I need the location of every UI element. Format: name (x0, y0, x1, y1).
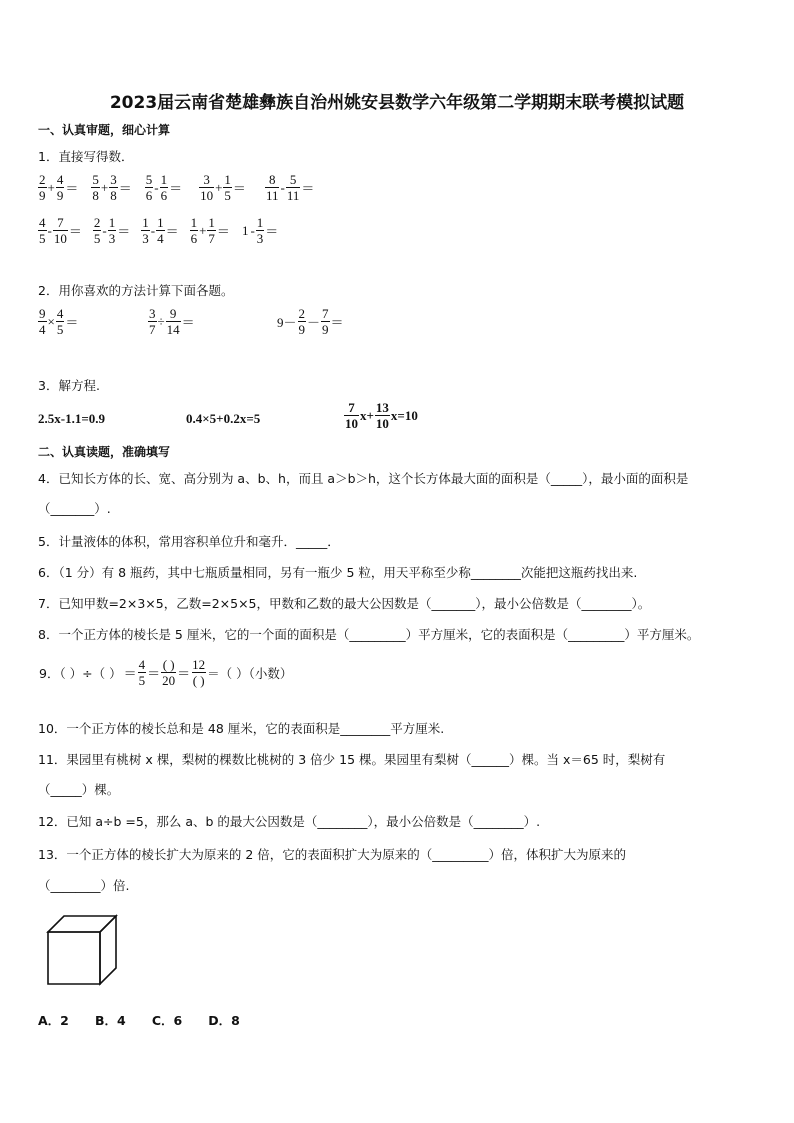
term: x+ (360, 407, 374, 423)
q12-text: 12．已知 a÷b =5，那么 a、b 的最大公因数是（________），最小公倍数是（________）. (38, 814, 541, 829)
fraction: 7 9 (322, 306, 329, 337)
q3-equation-3 (344, 400, 419, 431)
q1-label: 1．直接写得数． (38, 149, 134, 164)
equals-sign: ＝ (181, 315, 195, 330)
operator: - (150, 222, 156, 238)
equals-sign: ＝ (177, 666, 191, 681)
equals-sign: ＝ (65, 181, 79, 196)
equals-sign: ＝ (169, 181, 183, 196)
fraction: 1 6 (160, 172, 168, 203)
expression (145, 172, 183, 203)
q2-label: 2．用你喜欢的方法计算下面各题。 (38, 283, 234, 298)
term: x=10 (390, 407, 418, 423)
fraction: 2 5 (93, 215, 101, 246)
fraction: $\frac{3}{7}$ (149, 306, 156, 337)
equals-sign: ＝ (123, 666, 137, 681)
fraction: 7 10 (53, 215, 67, 246)
fraction: 1 3 (142, 215, 149, 246)
fraction: ( ) 20 (162, 657, 176, 688)
fraction: $\frac{1}{5}$ (224, 172, 231, 203)
lead-term: 9－ (277, 315, 297, 330)
section-2-heading: 二、认真读题，准确填写 (38, 445, 171, 459)
equals-sign: ＝ (65, 315, 79, 330)
fraction: 1 4 (157, 215, 164, 246)
expression (38, 215, 83, 246)
operator: + (100, 179, 109, 195)
q13-line1: 13．一个正方体的棱长扩大为原来的 2 倍，它的表面积扩大为原来的（_________）倍，体积扩大为原来的 (38, 847, 627, 862)
fraction: $\frac{1}{7}$ (208, 215, 215, 246)
operator: - (280, 179, 285, 195)
expression (199, 172, 247, 203)
operator: － (307, 315, 321, 330)
fraction: 8 11 (265, 172, 279, 203)
operator: - (102, 222, 107, 238)
operator: + (199, 222, 207, 238)
whole-number: 1 (241, 222, 249, 238)
equals-sign: ＝ (117, 224, 131, 239)
equals-sign: ＝ (118, 181, 132, 196)
q9-lead: 9．（ ）÷（ ） (39, 665, 122, 681)
q5-text: 5．计量液体的体积，常用容积单位升和毫升．_____． (38, 534, 340, 549)
fraction: 4 5 (39, 215, 46, 246)
q11-line1: 11．果园里有桃树 x 棵，梨树的棵数比桃树的 3 倍少 15 棵。果园里有梨树（______）棵。当 x＝65 时，梨树有 (38, 752, 666, 767)
q3-label: 3．解方程. (38, 378, 100, 393)
fraction: 4 5 (138, 657, 146, 688)
equals-sign: ＝ (330, 315, 344, 330)
fraction: $\frac{3}{8}$ (110, 172, 117, 203)
equals-sign: ＝ (216, 224, 230, 239)
equals-sign: ＝ (68, 224, 82, 239)
fraction: 7 10 (345, 400, 358, 431)
fraction: 1 6 (190, 215, 198, 246)
q3-equation-1: 2.5x-1.1=0.9 (38, 411, 105, 426)
operator: × (47, 313, 55, 329)
fraction: $\frac{4}{5}$ (56, 306, 64, 337)
fraction: 2 9 (39, 172, 46, 203)
fraction: 3 10 (200, 172, 214, 203)
fraction: 5 8 (92, 172, 99, 203)
operator: - (250, 222, 255, 238)
fraction: $\frac{9}{4}$ (39, 306, 46, 337)
q13-line2: （________）倍. (38, 878, 130, 893)
q9-expression (38, 657, 293, 688)
expression (148, 306, 196, 337)
q10-text: 10．一个正方体的棱长总和是 48 厘米，它的表面积是________平方厘米. (38, 721, 445, 736)
q11-line2: （_____）棵。 (38, 782, 120, 797)
q7-text: 7．已知甲数=2×3×5，乙数=2×5×5，甲数和乙数的最大公因数是（_______），最小公倍数是（________）。 (38, 596, 651, 611)
operator: + (215, 179, 223, 195)
q4-line1: 4．已知长方体的长、宽、高分别为 a、b、h，而且 a＞b＞h，这个长方体最大面的面积是（_____），最小面的面积是 (38, 471, 689, 486)
fraction: $\frac{9}{14}$ (166, 306, 180, 337)
page-title: 2023届云南省楚雄彝族自治州姚安县数学六年级第二学期期末联考模拟试题 (109, 93, 685, 113)
equals-sign: ＝ (165, 224, 179, 239)
expression (241, 215, 279, 246)
q1-row1 (38, 172, 315, 203)
q2-expr-1 (38, 306, 79, 337)
operator: + (47, 179, 55, 195)
q4-line2: （_______）. (38, 501, 111, 516)
q6-text: 6．（1 分）有 8 瓶药，其中七瓶质量相同，另有一瓶少 5 粒，用天平称至少称________次能把这瓶药找出来. (38, 565, 638, 580)
fraction: 1 3 (108, 215, 116, 246)
expression (38, 306, 79, 337)
q9-tail: ＝（ ）（小数） (207, 665, 293, 681)
expression (38, 172, 79, 203)
expression (190, 215, 231, 246)
q1-row2 (38, 215, 279, 246)
equals-sign: ＝ (265, 224, 279, 239)
equals-sign: ＝ (147, 666, 161, 681)
fraction: 1 3 (256, 215, 264, 246)
expression (276, 306, 345, 337)
cube-figure (44, 912, 124, 988)
fraction: 12 ( ) (192, 657, 206, 688)
section-1-heading: 一、认真审题，细心计算 (38, 123, 171, 137)
operator: - (154, 179, 159, 195)
fraction: $\frac{4}{9}$ (56, 172, 64, 203)
operator: - (47, 222, 52, 238)
equals-sign: ＝ (232, 181, 246, 196)
q2-expr-3 (276, 306, 345, 337)
expression (265, 172, 315, 203)
expression (141, 215, 179, 246)
expression (91, 172, 132, 203)
fraction: $\frac{13}{10}$ (375, 400, 389, 431)
q8-text: 8．一个正方体的棱长是 5 厘米，它的一个面的面积是（_________）平方厘米，它的表面积是（_________）平方厘米。 (38, 627, 700, 642)
operator: ÷ (157, 313, 165, 329)
equals-sign: ＝ (301, 181, 315, 196)
q13-options: A．2 B．4 C．6 D．8 (38, 1013, 240, 1028)
q2-expr-2 (148, 306, 196, 337)
fraction: 2 9 (298, 306, 306, 337)
fraction: 5 11 (286, 172, 300, 203)
fraction: 5 6 (145, 172, 153, 203)
q3-equation-2: 0.4×5+0.2x=5 (186, 411, 261, 426)
expression (93, 215, 131, 246)
